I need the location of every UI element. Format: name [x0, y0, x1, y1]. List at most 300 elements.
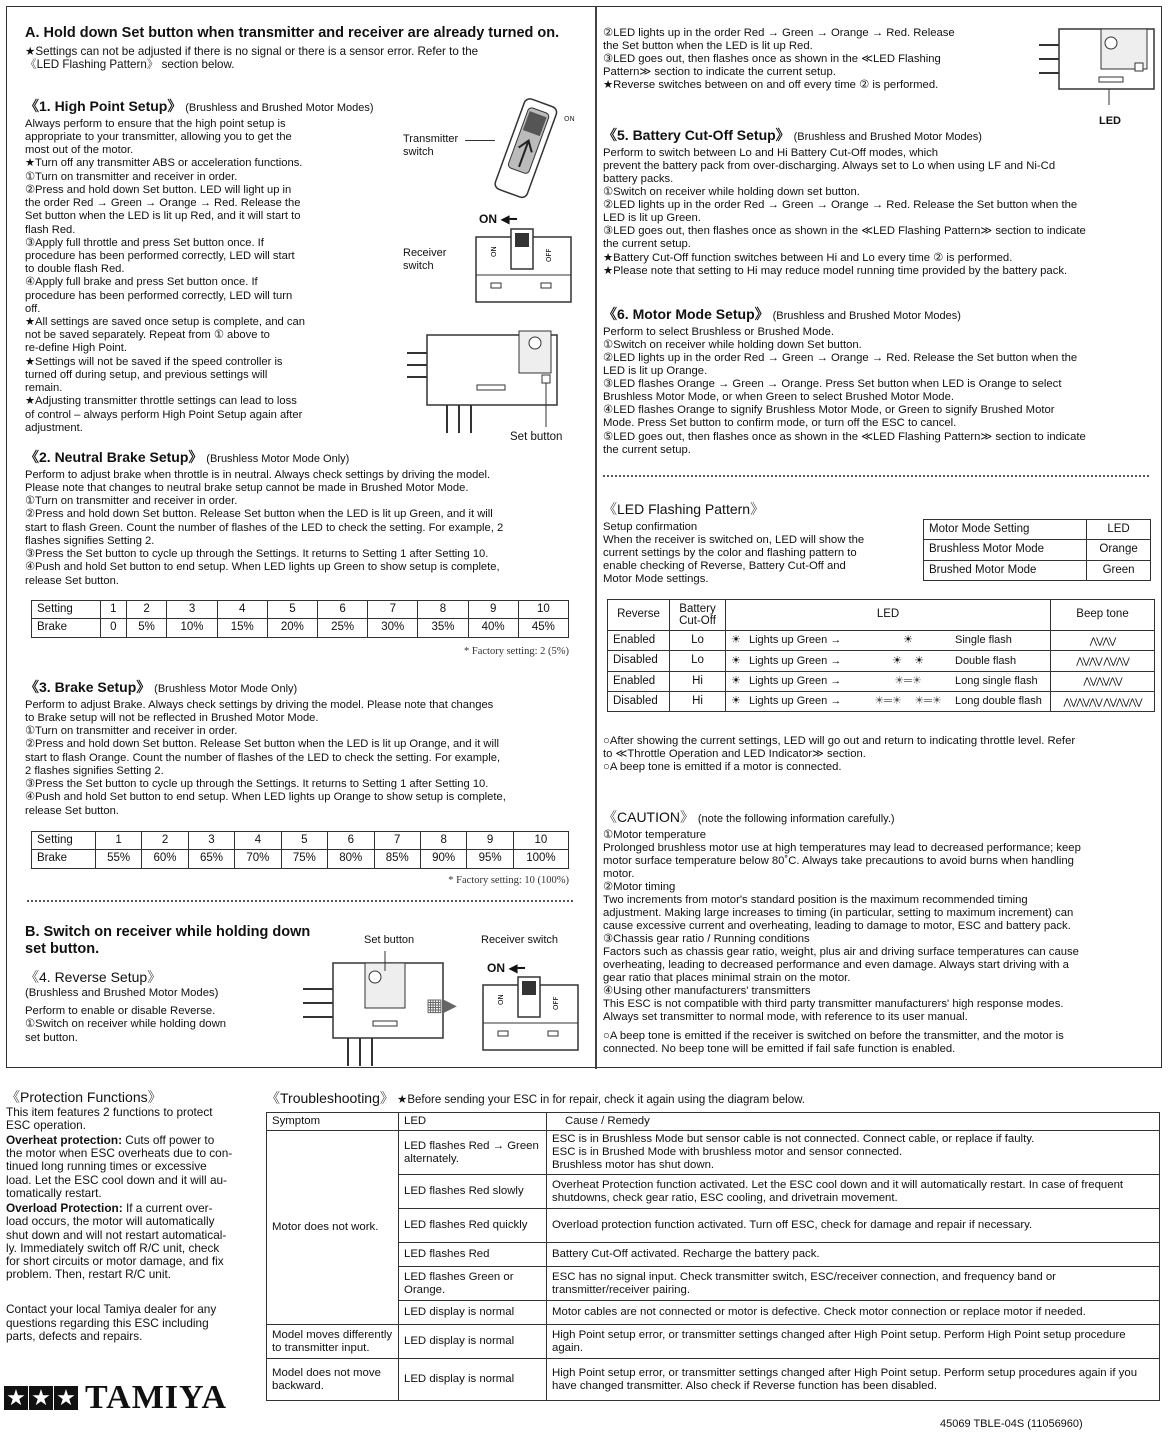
on-label: [479, 213, 517, 227]
svg-text:OFF: OFF: [552, 996, 560, 1010]
text-line: Perform to enable or disable Reverse.: [25, 1004, 216, 1017]
text-line: ④Apply full brake and press Set button once. If: [25, 276, 258, 289]
text-line: re-define High Point.: [25, 342, 127, 355]
section-6: [603, 306, 1151, 457]
arrow-right-icon: ▦▶: [426, 995, 457, 1015]
contact-text: [6, 1303, 256, 1343]
text-line: ②LED lights up in the order Red → Green → Orange → Red. Release the Set button when the: [603, 351, 1078, 364]
caution-beep-1: ○A beep tone is emitted if the receiver is switched on before the transmitter, and the motor is: [603, 1029, 1064, 1042]
overheat-heading: Overheat protection:: [6, 1133, 123, 1148]
text-line: turned off during setup, and previous settings will: [25, 368, 268, 381]
setting-cell: 9: [467, 832, 513, 850]
text-line: load occurs, the motor will automatically: [6, 1214, 215, 1229]
symptom-cell: Model moves differently to transmitter input.: [267, 1325, 399, 1359]
section-2-title: [25, 449, 585, 466]
text-line: If a current over-: [122, 1201, 213, 1216]
ts-led-cell: LED flashes Red: [399, 1243, 547, 1267]
text-line: motor.: [603, 867, 635, 880]
text-line: prevent the battery pack from over-discharging. Always set to Lo when using LF and Ni-Cd: [603, 159, 1056, 172]
setting-cell: 4: [217, 601, 267, 619]
flash-icons: [867, 634, 949, 647]
text-line: flash Red.: [25, 223, 76, 236]
text-line: tinued long running times or excessive: [6, 1159, 207, 1174]
reverse-cell: Disabled: [608, 692, 670, 712]
setting-cell: 7: [368, 601, 418, 619]
brand-name: TAMIYA: [85, 1379, 228, 1416]
text-line: adjustment. Making large increases to timing (in particular, setting to maximum increment) can: [603, 906, 1074, 919]
text-line: LED is lit up Green.: [603, 212, 701, 225]
motor-mode-cell: Brushless Motor Mode: [924, 540, 1087, 560]
ts-cause-cell: [547, 1243, 1160, 1267]
text-line: for short circuits or motor damage, and fix: [6, 1253, 224, 1268]
lights-up-label: Lights up Green →: [749, 675, 842, 688]
flash-icons: [867, 655, 949, 668]
setting-cell: 1: [95, 832, 141, 850]
neutral-brake-table: [31, 600, 569, 638]
flash-icon: ☀═☀: [874, 695, 902, 708]
ts-led-cell: LED display is normal: [399, 1301, 547, 1325]
text-line: Perform to select Brushless or Brushed Mode.: [603, 325, 835, 338]
cause-line: ESC is in Brushed Mode with brushless motor and sensor connected.: [552, 1146, 903, 1159]
factory-setting-note-2: * Factory setting: 2 (5%): [464, 646, 569, 657]
setting-cell: 4: [235, 832, 281, 850]
brake-cell: 65%: [188, 850, 234, 868]
text-line: ①Turn on transmitter and receiver in order.: [25, 495, 238, 508]
setting-row-label: Setting: [32, 832, 96, 850]
ts-row: [267, 1301, 1160, 1325]
motor-mode-cell: Brushed Motor Mode: [924, 560, 1087, 580]
section-1-subtitle: (Brushless and Brushed Motor Modes): [185, 102, 374, 114]
receiver-label-2: switch: [403, 259, 434, 272]
brake-row: [32, 619, 569, 637]
section-1-body: [25, 118, 355, 435]
text-line: This item features 2 functions to protect: [6, 1104, 213, 1119]
after-note-1: ○After showing the current settings, LED will go out and return to indicating throttle level. Refer: [603, 735, 1076, 747]
motor-mode-header: Motor Mode Setting: [924, 520, 1087, 540]
text-line: Always set transmitter to normal mode, with reference to its user manual.: [603, 1010, 968, 1023]
transmitter-label-2: switch: [403, 145, 434, 158]
footer-code: 45069 TBLE-04S (11056960): [940, 1418, 1083, 1430]
brake-cell: 60%: [142, 850, 188, 868]
cause-line: Overload protection function activated. Turn off ESC, check for damage and repair if necessary.: [552, 1219, 1033, 1232]
text-line: cause excessive current and overheating, leading to damage to motor, ESC and battery pack.: [603, 919, 1071, 932]
section-5-title-text: 《5. Battery Cut-Off Setup》: [603, 127, 790, 143]
ts-cause-cell: [547, 1175, 1160, 1209]
text-line: When the receiver is switched on, LED will show the: [603, 534, 865, 547]
led-header: LED: [726, 600, 1051, 631]
ts-cause-cell: High Point setup error, or transmitter settings changed after High Point setup. Perform setup procedures again if you have changed transmitter. Also check if Reverse function has been disabled.: [547, 1359, 1160, 1401]
arrow-left-icon: ◀━: [500, 212, 517, 226]
motor-mode-table: [923, 519, 1151, 581]
brake-cell: 55%: [95, 850, 141, 868]
flash-icon: ☀═☀: [914, 695, 942, 708]
section-5-body: [603, 147, 1151, 278]
text-line: Mode. Press Set button to confirm mode, or turn off the ESC to cancel.: [603, 417, 957, 430]
ts-row: [267, 1175, 1160, 1209]
battery-cell: Lo: [670, 651, 726, 671]
text-line: set button.: [25, 1031, 78, 1044]
symptom-header: Symptom: [267, 1113, 399, 1131]
text-line: motor surface temperature below 80˚C. Always take precautions to avoid burns when handling: [603, 854, 1074, 867]
flash-icon: ☀: [903, 634, 913, 647]
beep-tone-cell: ⋀⋁⋀⋁⋀⋁ ⋀⋁⋀⋁⋀⋁: [1051, 692, 1155, 712]
setting-cell: 10: [518, 601, 568, 619]
text-line: questions regarding this ESC including: [6, 1315, 209, 1330]
text-line: release Set button.: [25, 574, 119, 587]
text-line: Brushless Motor Mode, or when Green to select Brushed Motor Mode.: [603, 391, 954, 404]
text-line: current settings by the color and flashing pattern to: [603, 546, 857, 559]
text-line: battery packs.: [603, 172, 674, 185]
text-line: ①Turn on transmitter and receiver in order.: [25, 725, 238, 738]
text-line: remain.: [25, 382, 63, 395]
led-table-header-row: [608, 600, 1155, 631]
text-line: procedure has been performed correctly, LED will turn: [25, 289, 293, 302]
text-line: ★All settings are saved once setup is complete, and can: [25, 316, 305, 329]
section-b-title-1: B. Switch on receiver while holding down: [25, 924, 311, 940]
after-note-3: ○A beep tone is emitted if a motor is connected.: [603, 761, 842, 774]
beep-tone-cell: ⋀⋁⋀⋁⋀⋁: [1051, 671, 1155, 691]
troubleshooting-section: [266, 1090, 1160, 1401]
led-pattern-body: [603, 521, 913, 585]
motor-mode-led-cell: Orange: [1087, 540, 1151, 560]
text-line: ①Switch on receiver while holding down: [25, 1018, 227, 1031]
section-a: [25, 25, 585, 72]
text-line: of control – always perform High Point Setup again after: [25, 408, 303, 421]
text-line: problem. Then, restart R/C unit.: [6, 1267, 172, 1282]
receiver-label-1: Receiver: [403, 247, 447, 259]
brake-table: [31, 831, 569, 869]
ts-cause-cell: High Point setup error, or transmitter settings changed after High Point setup. Perform High Point setup procedure again.: [547, 1325, 1160, 1359]
text-line: Two increments from motor's standard position is the maximum recommended timing: [603, 893, 1028, 906]
beep-tone-cell: ⋀⋁⋀⋁: [1051, 631, 1155, 651]
led-pattern-section: [603, 501, 913, 586]
troubleshooting-heading: [266, 1090, 1160, 1107]
text-line: ②Motor timing: [603, 880, 676, 893]
section-1-title-text: 《1. High Point Setup》: [25, 98, 182, 114]
beep-tone-cell: ⋀⋁⋀⋁ ⋀⋁⋀⋁: [1051, 651, 1155, 671]
text-line: ★Adjusting transmitter throttle settings can lead to loss: [25, 395, 297, 408]
beep-header: Beep tone: [1051, 600, 1155, 631]
cause-line: ESC is in Brushless Mode but sensor cable is not connected. Connect cable, or replace if faulty.: [552, 1133, 1035, 1146]
cause-line: Battery Cut-Off activated. Recharge the battery pack.: [552, 1248, 820, 1261]
section-4-title: 《4. Reverse Setup》: [25, 968, 162, 985]
text-line: ①Turn on transmitter and receiver in order.: [25, 170, 238, 183]
lights-up-label: Lights up Green →: [749, 654, 842, 667]
battery-cell: Lo: [670, 631, 726, 651]
led-table-row: [608, 651, 1155, 671]
section-3-title: [25, 679, 585, 696]
battery-cell: Hi: [670, 671, 726, 691]
ts-led-cell: LED display is normal: [399, 1359, 547, 1401]
setting-cell: 3: [167, 601, 217, 619]
brake-row-label: Brake: [32, 619, 101, 637]
text-line: ①Motor temperature: [603, 828, 707, 841]
text-line: ①Switch on receiver while holding down Set button.: [603, 338, 862, 351]
setting-cell: 8: [420, 832, 466, 850]
dotted-separator-right: [603, 475, 1149, 477]
text-line: flashes signifies Setting 2.: [25, 534, 155, 547]
ts-header-row: [267, 1113, 1160, 1131]
text-line: ★Battery Cut-Off function switches between Hi and Lo every time ② is performed.: [603, 251, 1013, 264]
led-on-icon: ☀: [731, 695, 741, 708]
brake-cell: 100%: [513, 850, 568, 868]
cause-line: ESC has no signal input. Check transmitter switch, ESC/receiver connection, and frequency band or transmitter/receiver pairing.: [552, 1270, 1056, 1296]
section-2-body: [25, 469, 585, 588]
section-3-subtitle: (Brushless Motor Mode Only): [154, 683, 298, 695]
section-5-title: [603, 127, 1151, 144]
factory-setting-note-3: * Factory setting: 10 (100%): [448, 875, 569, 886]
battery-header-2: Cut-Off: [679, 615, 716, 628]
b-arrow-left-icon: ◀━: [508, 961, 525, 975]
led-cell: [726, 692, 1051, 712]
led-table-row: [608, 631, 1155, 651]
setting-cell: 5: [267, 601, 317, 619]
brake-cell: 75%: [281, 850, 327, 868]
text-line: ⑤LED goes out, then flashes once as shown in the ≪LED Flashing Pattern≫ section to indicate: [603, 430, 1086, 443]
section-3: [25, 679, 585, 818]
ts-cause-cell: [547, 1209, 1160, 1243]
setting-row: [32, 832, 569, 850]
brake-row-label: Brake: [32, 850, 96, 868]
brake-cell: 80%: [328, 850, 374, 868]
b-set-button-label: Set button: [364, 934, 415, 946]
setting-cell: 2: [142, 832, 188, 850]
svg-text:OFF: OFF: [545, 248, 553, 262]
led-pattern-after: [603, 735, 1153, 774]
brake-cell: 10%: [167, 619, 217, 637]
column-divider: [595, 7, 597, 1069]
text-line: ③Apply full throttle and press Set button once. If: [25, 236, 264, 249]
brake-cell: 25%: [318, 619, 368, 637]
text-line: ④Push and hold Set button to end setup. When LED lights up Green to show setup is complete,: [25, 561, 500, 574]
flash-icon: ☀═☀: [894, 675, 922, 688]
lights-up-label: Lights up Green →: [749, 695, 842, 708]
text-line: ③LED goes out, then flashes once as shown in the ≪LED Flashing: [603, 53, 941, 66]
brake-cell: 30%: [368, 619, 418, 637]
led-pattern-title: 《LED Flashing Pattern》: [603, 501, 765, 517]
led-label: LED: [1099, 115, 1121, 127]
text-line: This ESC is not compatible with third party transmitter manufacturers' high response modes.: [603, 997, 1064, 1010]
brake-cell: 95%: [467, 850, 513, 868]
text-line: off.: [25, 302, 41, 315]
svg-text:ON: ON: [564, 115, 575, 123]
flash-pattern-label: Long double flash: [955, 695, 1042, 708]
caution-section: [603, 809, 1153, 1056]
flash-icons: [867, 675, 949, 688]
text-line: gear ratio that places minimal strain on the motor.: [603, 971, 851, 984]
troubleshooting-title: 《Troubleshooting》: [266, 1090, 394, 1106]
brake-cell: 85%: [374, 850, 420, 868]
text-line: to double flash Red.: [25, 263, 125, 276]
set-button-label: Set button: [510, 431, 563, 443]
text-line: Perform to switch between Lo and Hi Battery Cut-Off modes, which: [603, 146, 939, 159]
reverse-header: Reverse: [608, 600, 670, 631]
receiver-switch-label: [403, 247, 446, 273]
brake-cell: 70%: [235, 850, 281, 868]
text-line: procedure has been performed correctly, LED will start: [25, 249, 295, 262]
text-line: start to flash Green. Count the number of flashes of the LED to check the setting. For example, 2: [25, 521, 504, 534]
caution-title: [603, 809, 1153, 826]
section-a-note: ★Settings can not be adjusted if there is no signal or there is a sensor error. Refer to the: [25, 44, 479, 58]
led-header: LED: [399, 1113, 547, 1131]
flash-pattern-label: Long single flash: [955, 675, 1038, 688]
brake-cell: 45%: [518, 619, 568, 637]
setting-cell: 2: [126, 601, 167, 619]
text-line: tomatically restart.: [6, 1185, 102, 1200]
setting-cell: 1: [101, 601, 127, 619]
dotted-separator-left: [27, 900, 573, 902]
led-on-icon: ☀: [731, 654, 741, 667]
flash-icon: ☀: [914, 654, 924, 667]
text-line: not be saved separately. Repeat from ① above to: [25, 329, 270, 342]
section-4-subtitle: (Brushless and Brushed Motor Modes): [25, 986, 219, 999]
text-line: ④Using other manufacturers' transmitters: [603, 984, 811, 997]
flash-pattern-label: Single flash: [955, 634, 1012, 647]
text-line: the current setup.: [603, 238, 691, 251]
main-frame: [6, 6, 1162, 1068]
led-table-row: [608, 692, 1155, 712]
ts-led-cell: LED flashes Red quickly: [399, 1209, 547, 1243]
text-line: release Set button.: [25, 804, 119, 817]
text-line: most out of the motor.: [25, 144, 134, 157]
text-line: ③LED goes out, then flashes once as shown in the ≪LED Flashing Pattern≫ section to indicate: [603, 225, 1086, 238]
setting-row: [32, 601, 569, 619]
text-line: Setup confirmation: [603, 521, 698, 534]
text-line: Factors such as chassis gear ratio, weight, plus air and driving surface temperatures can cause: [603, 945, 1079, 958]
text-line: overheating, leading to decreased performance and even damage. Always start driving with a: [603, 958, 1069, 971]
ts-row: [267, 1325, 1160, 1359]
ts-led-cell: LED flashes Red slowly: [399, 1175, 547, 1209]
brake-cell: 5%: [126, 619, 167, 637]
brake-cell: 40%: [468, 619, 518, 637]
brake-cell: 90%: [420, 850, 466, 868]
ts-led-cell: LED flashes Red → Green alternately.: [399, 1131, 547, 1175]
on-text: ON: [479, 212, 497, 226]
overload-block: [6, 1202, 256, 1281]
motor-mode-led-header: LED: [1087, 520, 1151, 540]
led-on-icon: ☀: [731, 675, 741, 688]
text-line: ★Settings will not be saved if the speed controller is: [25, 355, 283, 368]
setting-cell: 8: [418, 601, 468, 619]
tamiya-logo: [4, 1378, 227, 1417]
symptom-cell: Model does not move backward.: [267, 1359, 399, 1401]
text-line: the current setup.: [603, 443, 691, 456]
cause-line: Motor cables are not connected or motor is defective. Check motor connection or replace motor if needed.: [552, 1306, 1086, 1319]
overload-heading: Overload Protection:: [6, 1201, 123, 1216]
setting-cell: 7: [374, 832, 420, 850]
text-line: the Set button when the LED is lit up Red.: [603, 40, 813, 53]
section-4-steps: [603, 27, 1023, 92]
ts-row: [267, 1359, 1160, 1401]
text-line: ③Press the Set button to cycle up through the Settings. It returns to Setting 1 after Setting 10.: [25, 548, 489, 561]
text-line: ③Press the Set button to cycle up through the Settings. It returns to Setting 1 after Setting 10.: [25, 778, 489, 791]
text-line: ②Press and hold down Set button. Release Set button when the LED is lit up Green, and it will: [25, 508, 493, 521]
text-line: Set button when the LED is lit up Red, and it will start to: [25, 210, 301, 223]
brake-cell: 35%: [418, 619, 468, 637]
symptom-cell: Motor does not work.: [267, 1131, 399, 1325]
protection-section: [6, 1090, 256, 1343]
transmitter-switch-figure: [478, 91, 578, 211]
led-cell: [726, 631, 1051, 651]
motor-mode-led-cell: Green: [1087, 560, 1151, 580]
section-b: [25, 924, 345, 1045]
text-line: Always perform to ensure that the high point setup is: [25, 117, 286, 130]
flash-pattern-label: Double flash: [955, 654, 1017, 667]
text-line: shut down and will not restart automatical-: [6, 1227, 227, 1242]
led-cell: [726, 651, 1051, 671]
esc-set-button-figure: [407, 323, 577, 433]
transmitter-label-1: Transmitter: [403, 133, 459, 145]
flash-icon: ☀: [892, 654, 902, 667]
section-3-title-text: 《3. Brake Setup》: [25, 679, 151, 695]
text-line: ★Turn off any transmitter ABS or acceleration functions.: [25, 157, 303, 170]
section-5-subtitle: (Brushless and Brushed Motor Modes): [793, 131, 982, 143]
text-line: Cuts off power to: [122, 1133, 215, 1148]
overheat-block: [6, 1134, 256, 1200]
text-line: load. Let the ESC cool down and it will au-: [6, 1172, 227, 1187]
text-line: ②Press and hold down Set button. LED will light up in: [25, 183, 292, 196]
section-4-body: [25, 1005, 345, 1045]
setting-cell: 6: [318, 601, 368, 619]
led-cell: [726, 671, 1051, 691]
setting-cell: 3: [188, 832, 234, 850]
text-line: ④LED flashes Orange to signify Brushless Motor Mode, or Green to signify Brushed Motor: [603, 404, 1055, 417]
ts-row: [267, 1243, 1160, 1267]
text-line: adjustment.: [25, 421, 83, 434]
section-6-subtitle: (Brushless and Brushed Motor Modes): [772, 310, 961, 322]
section-6-body: [603, 326, 1151, 457]
text-line: to Brake setup will not be reflected in Brushed Motor Mode.: [25, 711, 319, 724]
text-line: Contact your local Tamiya dealer for any: [6, 1302, 217, 1317]
led-on-icon: ☀: [731, 634, 741, 647]
protection-title: 《Protection Functions》: [6, 1089, 162, 1105]
protection-intro: [6, 1106, 256, 1132]
ts-cause-cell: [547, 1301, 1160, 1325]
brake-cell: 0: [101, 619, 127, 637]
star-logo-icon: ★ ★ ★: [4, 1386, 79, 1410]
section-2-subtitle: (Brushless Motor Mode Only): [206, 453, 350, 465]
text-line: Perform to adjust Brake. Always check settings by driving the model. Please note that changes: [25, 698, 494, 711]
ts-row: [267, 1131, 1160, 1175]
brake-cell: 15%: [217, 619, 267, 637]
text-line: Prolonged brushless motor use at high temperatures may lead to decreased performance; keep: [603, 841, 1081, 854]
reverse-cell: Enabled: [608, 671, 670, 691]
text-line: ★Reverse switches between on and off every time ② is performed.: [603, 79, 939, 92]
b-receiver-switch-label: Receiver switch: [481, 934, 559, 946]
svg-text:ON: ON: [490, 246, 498, 257]
led-figure: [1039, 25, 1159, 105]
cause-line: Brushless motor has shut down.: [552, 1159, 715, 1172]
cause-header: Cause / Remedy: [547, 1113, 1160, 1131]
text-line: ②LED lights up in the order Red → Green → Orange → Red. Release: [603, 27, 955, 39]
text-line: appropriate to your transmitter, allowing you to get the: [25, 130, 292, 143]
receiver-switch-figure: [471, 227, 581, 307]
section-b-title-2: set button.: [25, 940, 100, 957]
ts-row: [267, 1267, 1160, 1301]
troubleshooting-note: ★Before sending your ESC in for repair, check it again using the diagram below.: [397, 1094, 805, 1106]
text-line: parts, defects and repairs.: [6, 1328, 143, 1343]
svg-text:ON: ON: [497, 994, 505, 1005]
text-line: ①Switch on receiver while holding down set button.: [603, 186, 860, 199]
caution-body: [603, 829, 1153, 1024]
text-line: Perform to adjust brake when throttle is in neutral. Always check settings by driving the model.: [25, 468, 491, 481]
text-line: ★Please note that setting to Hi may reduce model running time provided by the battery pack.: [603, 264, 1068, 277]
flash-icons: [867, 695, 949, 708]
battery-header-1: Battery: [679, 603, 716, 615]
transmitter-switch-label: [403, 133, 458, 159]
b-on-label: [487, 962, 525, 976]
text-line: enable checking of Reverse, Battery Cut-Off and: [603, 559, 846, 572]
